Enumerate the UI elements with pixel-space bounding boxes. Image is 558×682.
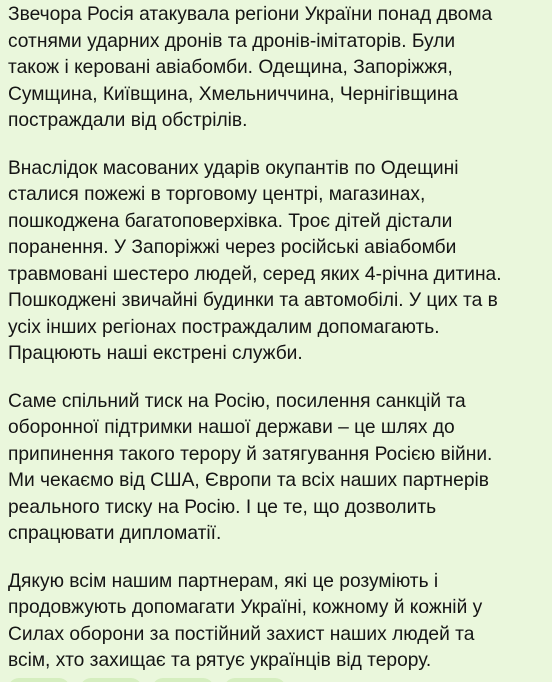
reaction-button[interactable] (224, 678, 286, 682)
reaction-button[interactable] (80, 678, 142, 682)
message-paragraph-4: Дякую всім нашим партнерам, які це розуміють і продовжують допомагати Україні, кожному й кожній у Силах оборони за постійний захист наших людей та всім, хто захищає та рятує українців від терору. (8, 570, 483, 671)
message-paragraph-1: Звечора Росія атакувала регіони України понад двома сотнями ударних дронів та дронів-імітаторів. Були також і керовані авіабомби. Одещина, Запоріжжя, Сумщина, Київщина, Хмельниччина, Чернігівщина постраждали від обстрілів. (8, 4, 493, 131)
reaction-bar (8, 678, 286, 682)
message-paragraph-2: Внаслідок масованих ударів окупантів по Одещині сталися пожежі в торговому центрі, магазинах, пошкоджена багатоповерхівка. Троє дітей дістали поранення. У Запоріжжі через російські авіабомби травмовані шестеро людей, серед яких 4-річна дитина. Пошкоджені звичайні будинки та автомобілі. У цих та в усіх інших регіонах постраждалим допомагають. Працюють наші екстрені служби. (8, 157, 502, 364)
reaction-button[interactable] (8, 678, 70, 682)
reaction-button[interactable] (152, 678, 214, 682)
scrollbar-track[interactable] (552, 0, 558, 682)
message-paragraph-3: Саме спільний тиск на Росію, посилення санкцій та оборонної підтримки нашої держави – це шлях до припинення такого терору й затягування Росією війни. Ми чекаємо від США, Європи та всіх наших партнерів реального тиску на Росію. І це те, що дозволить спрацювати дипломатії. (8, 390, 493, 544)
